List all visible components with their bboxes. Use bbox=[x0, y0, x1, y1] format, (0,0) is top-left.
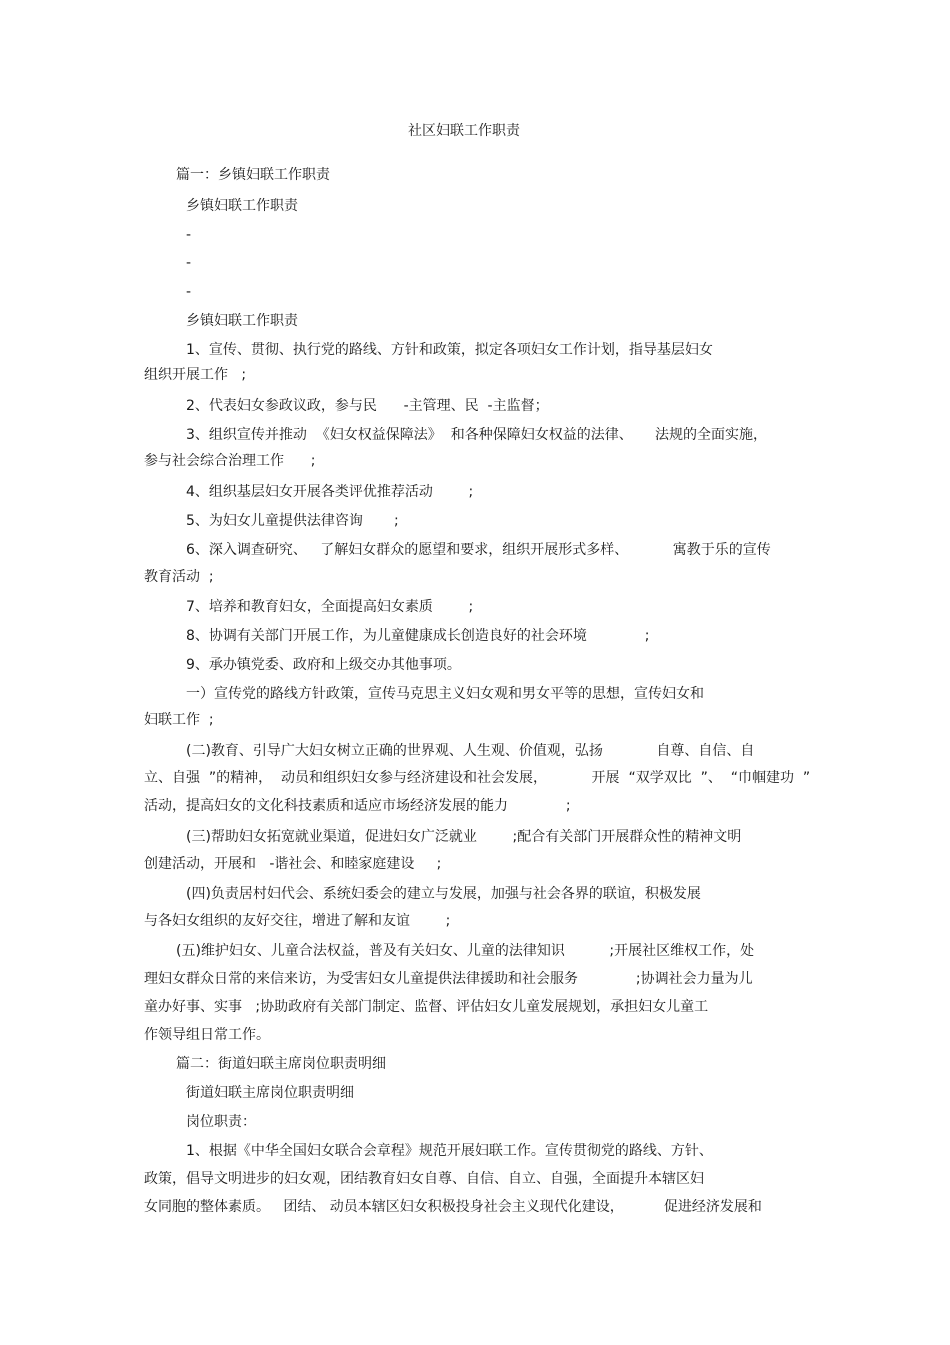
paragraph-line: 5、为妇女儿童提供法律咨询 ; bbox=[186, 513, 399, 529]
paragraph-line: 9、承办镇党委、政府和上级交办其他事项。 bbox=[186, 657, 461, 673]
paragraph-line: 创建活动，开展和 -谐社会、和睦家庭建设 ; bbox=[144, 856, 442, 872]
paragraph-line: 1、宣传、贯彻、执行党的路线、方针和政策，拟定各项妇女工作计划，指导基层妇女 bbox=[186, 342, 713, 358]
paragraph-line: 活动，提高妇女的文化科技素质和适应市场经济发展的能力 ; bbox=[144, 798, 571, 814]
page-title: 社区妇联工作职责 bbox=[408, 123, 520, 139]
paragraph-line: 女同胞的整体素质。 团结、 动员本辖区妇女积极投身社会主义现代化建设， 促进经济发展和 bbox=[144, 1199, 762, 1215]
paragraph-line: 2、代表妇女参政议政，参与民 -主管理、民 -主监督； bbox=[186, 398, 549, 414]
paragraph-line: (二)教育、引导广大妇女树立正确的世界观、人生观、价值观，弘扬 自尊、自信、自 bbox=[186, 743, 755, 759]
subheading: 岗位职责： bbox=[186, 1114, 256, 1130]
section-heading: 篇一：乡镇妇联工作职责 bbox=[176, 167, 330, 183]
section-heading: 篇二：街道妇联主席岗位职责明细 bbox=[176, 1056, 386, 1072]
subheading: 乡镇妇联工作职责 bbox=[186, 313, 298, 329]
paragraph-line: 组织开展工作 ; bbox=[144, 367, 247, 383]
paragraph-line: 7、培养和教育妇女，全面提高妇女素质 ; bbox=[186, 599, 474, 615]
dash-line: - bbox=[186, 227, 192, 243]
paragraph-line: 与各妇女组织的友好交往，增进了解和友谊 ; bbox=[144, 913, 451, 929]
paragraph-line: 政策，倡导文明进步的妇女观，团结教育妇女自尊、自信、自立、自强，全面提升本辖区妇 bbox=[144, 1171, 704, 1187]
paragraph-line: 8、协调有关部门开展工作，为儿童健康成长创造良好的社会环境 ; bbox=[186, 628, 650, 644]
paragraph-line: 一）宣传党的路线方针政策，宣传马克思主义妇女观和男女平等的思想，宣传妇女和 bbox=[186, 686, 704, 702]
paragraph-line: 3、组织宣传并推动 《妇女权益保障法》 和各种保障妇女权益的法律、 法规的全面实施， bbox=[186, 427, 767, 443]
subheading: 乡镇妇联工作职责 bbox=[186, 198, 298, 214]
paragraph-line: 作领导组日常工作。 bbox=[144, 1027, 270, 1043]
paragraph-line: 参与社会综合治理工作 ; bbox=[144, 453, 316, 469]
paragraph-line: 6、深入调查研究、 了解妇女群众的愿望和要求，组织开展形式多样、 寓教于乐的宣传 bbox=[186, 542, 771, 558]
paragraph-line: 立、自强 ”的精神， 动员和组织妇女参与经济建设和社会发展， 开展 “双学双比 ”、 “巾帼建功 ” bbox=[144, 770, 811, 786]
dash-line: - bbox=[186, 284, 192, 300]
paragraph-line: (三)帮助妇女拓宽就业渠道，促进妇女广泛就业 ;配合有关部门开展群众性的精神文明 bbox=[186, 829, 742, 845]
subheading: 街道妇联主席岗位职责明细 bbox=[186, 1085, 354, 1101]
paragraph-line: 教育活动 ; bbox=[144, 569, 214, 585]
paragraph-line: 理妇女群众日常的来信来访，为受害妇女儿童提供法律援助和社会服务 ;协调社会力量为儿 bbox=[144, 971, 753, 987]
dash-line: - bbox=[186, 255, 192, 271]
paragraph-line: 童办好事、实事 ;协助政府有关部门制定、监督、评估妇女儿童发展规划，承担妇女儿童工 bbox=[144, 999, 709, 1015]
paragraph-line: (五)维护妇女、儿童合法权益，普及有关妇女、儿童的法律知识 ;开展社区维权工作，处 bbox=[176, 943, 755, 959]
paragraph-line: 妇联工作 ; bbox=[144, 712, 214, 728]
paragraph-line: 4、组织基层妇女开展各类评优推荐活动 ; bbox=[186, 484, 474, 500]
paragraph-line: 1、根据《中华全国妇女联合会章程》规范开展妇联工作。宣传贯彻党的路线、方针、 bbox=[186, 1143, 713, 1159]
paragraph-line: (四)负责居村妇代会、系统妇委会的建立与发展，加强与社会各界的联谊，积极发展 bbox=[186, 886, 701, 902]
